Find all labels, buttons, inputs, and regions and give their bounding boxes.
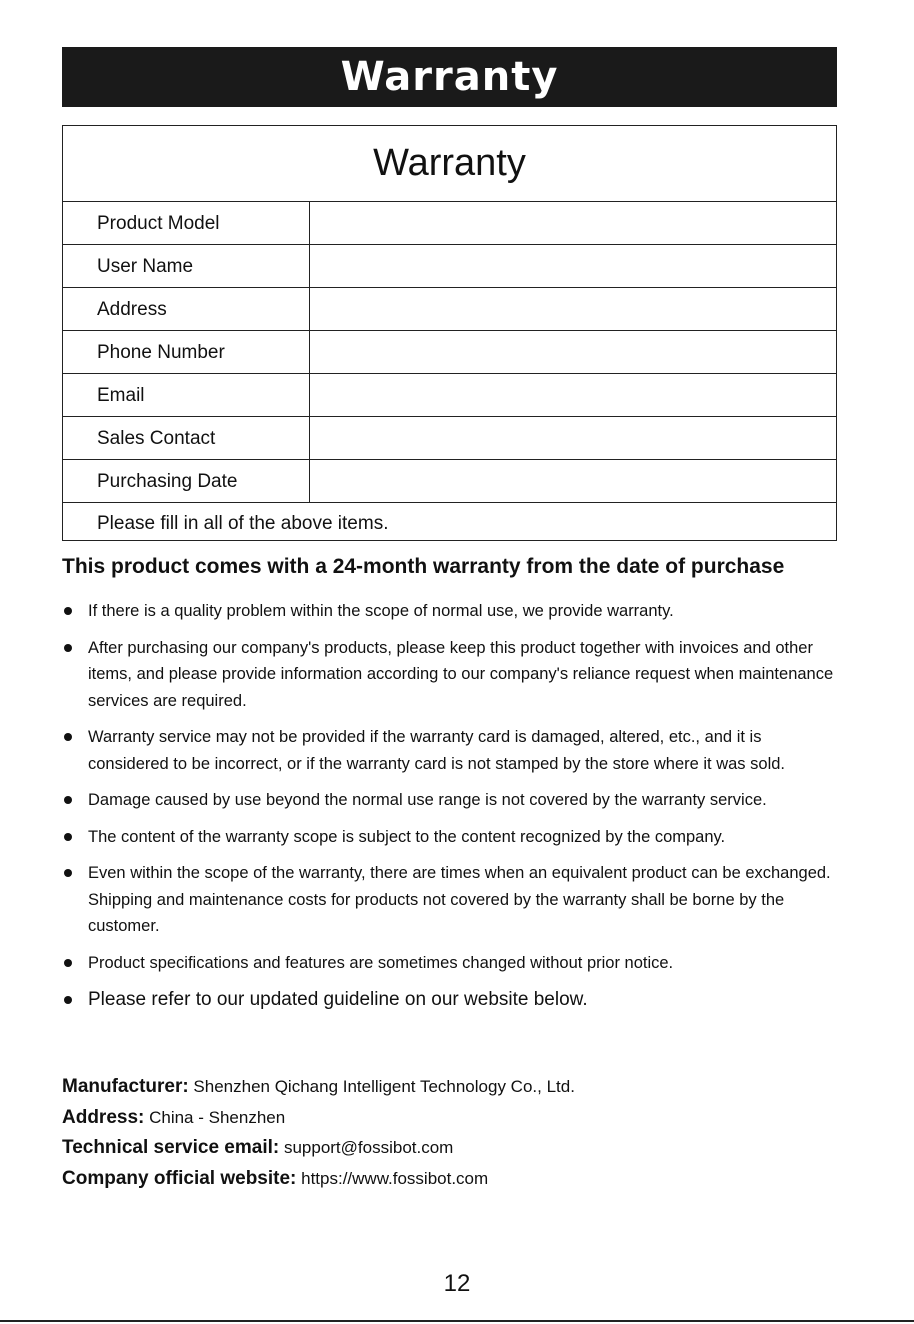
form-label: Product Model <box>63 202 310 244</box>
list-item <box>62 824 842 851</box>
warranty-terms-list <box>62 598 842 1024</box>
website-label: Company official website: <box>62 1167 297 1189</box>
address-label: Address: <box>62 1106 145 1128</box>
form-instruction-note: Please fill in all of the above items. <box>97 513 389 534</box>
page-bottom-divider <box>0 1320 914 1322</box>
form-label: Address <box>63 288 310 330</box>
form-row-purchasing-date <box>63 460 836 503</box>
manufacturer-value: Shenzhen Qichang Intelligent Technology Co., Ltd. <box>193 1077 575 1096</box>
user-name-field[interactable] <box>310 245 836 287</box>
bullet-icon <box>64 959 72 967</box>
list-item-text: Even within the scope of the warranty, there are times when an equivalent product can be exchanged. Shipping and maintenance costs for products not covered by the warranty shall be borne by the customer. <box>88 864 831 935</box>
form-row-sales-contact <box>63 417 836 460</box>
page-number: 12 <box>443 1270 471 1297</box>
address-line <box>62 1103 575 1134</box>
sales-contact-field[interactable] <box>310 417 836 459</box>
warranty-card <box>62 125 837 541</box>
form-row-address <box>63 288 836 331</box>
email-field[interactable] <box>310 374 836 416</box>
company-info <box>62 1072 575 1194</box>
form-label: Purchasing Date <box>63 460 310 502</box>
form-row-user-name <box>63 245 836 288</box>
list-item-text: If there is a quality problem within the scope of normal use, we provide warranty. <box>88 602 674 620</box>
manufacturer-label: Manufacturer: <box>62 1076 189 1097</box>
product-model-field[interactable] <box>310 202 836 244</box>
list-item-text: Warranty service may not be provided if the warranty card is damaged, altered, etc., and it is considered to be incorrect, or if the warranty card is not stamped by the store where it was sold. <box>88 728 785 773</box>
address-field[interactable] <box>310 288 836 330</box>
address-value: China - Shenzhen <box>149 1107 286 1127</box>
form-row-phone-number <box>63 331 836 374</box>
list-item-text: Product specifications and features are sometimes changed without prior notice. <box>88 953 674 972</box>
bullet-icon <box>64 833 72 841</box>
warranty-period-heading: This product comes with a 24-month warranty from the date of purchase <box>62 555 785 578</box>
list-item <box>62 860 842 940</box>
bullet-icon <box>64 996 72 1004</box>
bullet-icon <box>64 607 72 615</box>
purchasing-date-field[interactable] <box>310 460 836 502</box>
list-item <box>62 787 842 814</box>
bullet-icon <box>64 796 72 804</box>
list-item <box>62 724 842 777</box>
form-label: Email <box>63 374 310 416</box>
form-label: User Name <box>63 245 310 287</box>
form-row-product-model <box>63 202 836 245</box>
list-item <box>62 986 842 1014</box>
list-item-text: Damage caused by use beyond the normal use range is not covered by the warranty service. <box>88 791 767 809</box>
list-item <box>62 950 842 977</box>
bullet-icon <box>64 733 72 741</box>
list-item-text: After purchasing our company's products, please keep this product together with invoices and other items, and please provide information according to our company's reliance request when maintenance services are required. <box>88 638 834 710</box>
manufacturer-line <box>62 1072 575 1103</box>
form-label: Sales Contact <box>63 417 310 459</box>
bullet-icon <box>64 869 72 877</box>
warranty-card-title: Warranty <box>63 126 836 202</box>
list-item-text: Please refer to our updated guideline on our website below. <box>88 989 588 1010</box>
email-label: Technical service email: <box>62 1137 280 1158</box>
support-email-value: support@fossibot.com <box>283 1138 454 1157</box>
bullet-icon <box>64 644 72 652</box>
page-banner-title: Warranty <box>62 47 837 107</box>
list-item-text: The content of the warranty scope is subject to the content recognized by the company. <box>88 827 726 846</box>
list-item <box>62 635 842 715</box>
form-label: Phone Number <box>63 331 310 373</box>
list-item <box>62 598 842 625</box>
form-row-email <box>63 374 836 417</box>
website-line <box>62 1164 575 1195</box>
email-line <box>62 1133 575 1164</box>
phone-number-field[interactable] <box>310 331 836 373</box>
website-value: https://www.fossibot.com <box>301 1168 489 1188</box>
